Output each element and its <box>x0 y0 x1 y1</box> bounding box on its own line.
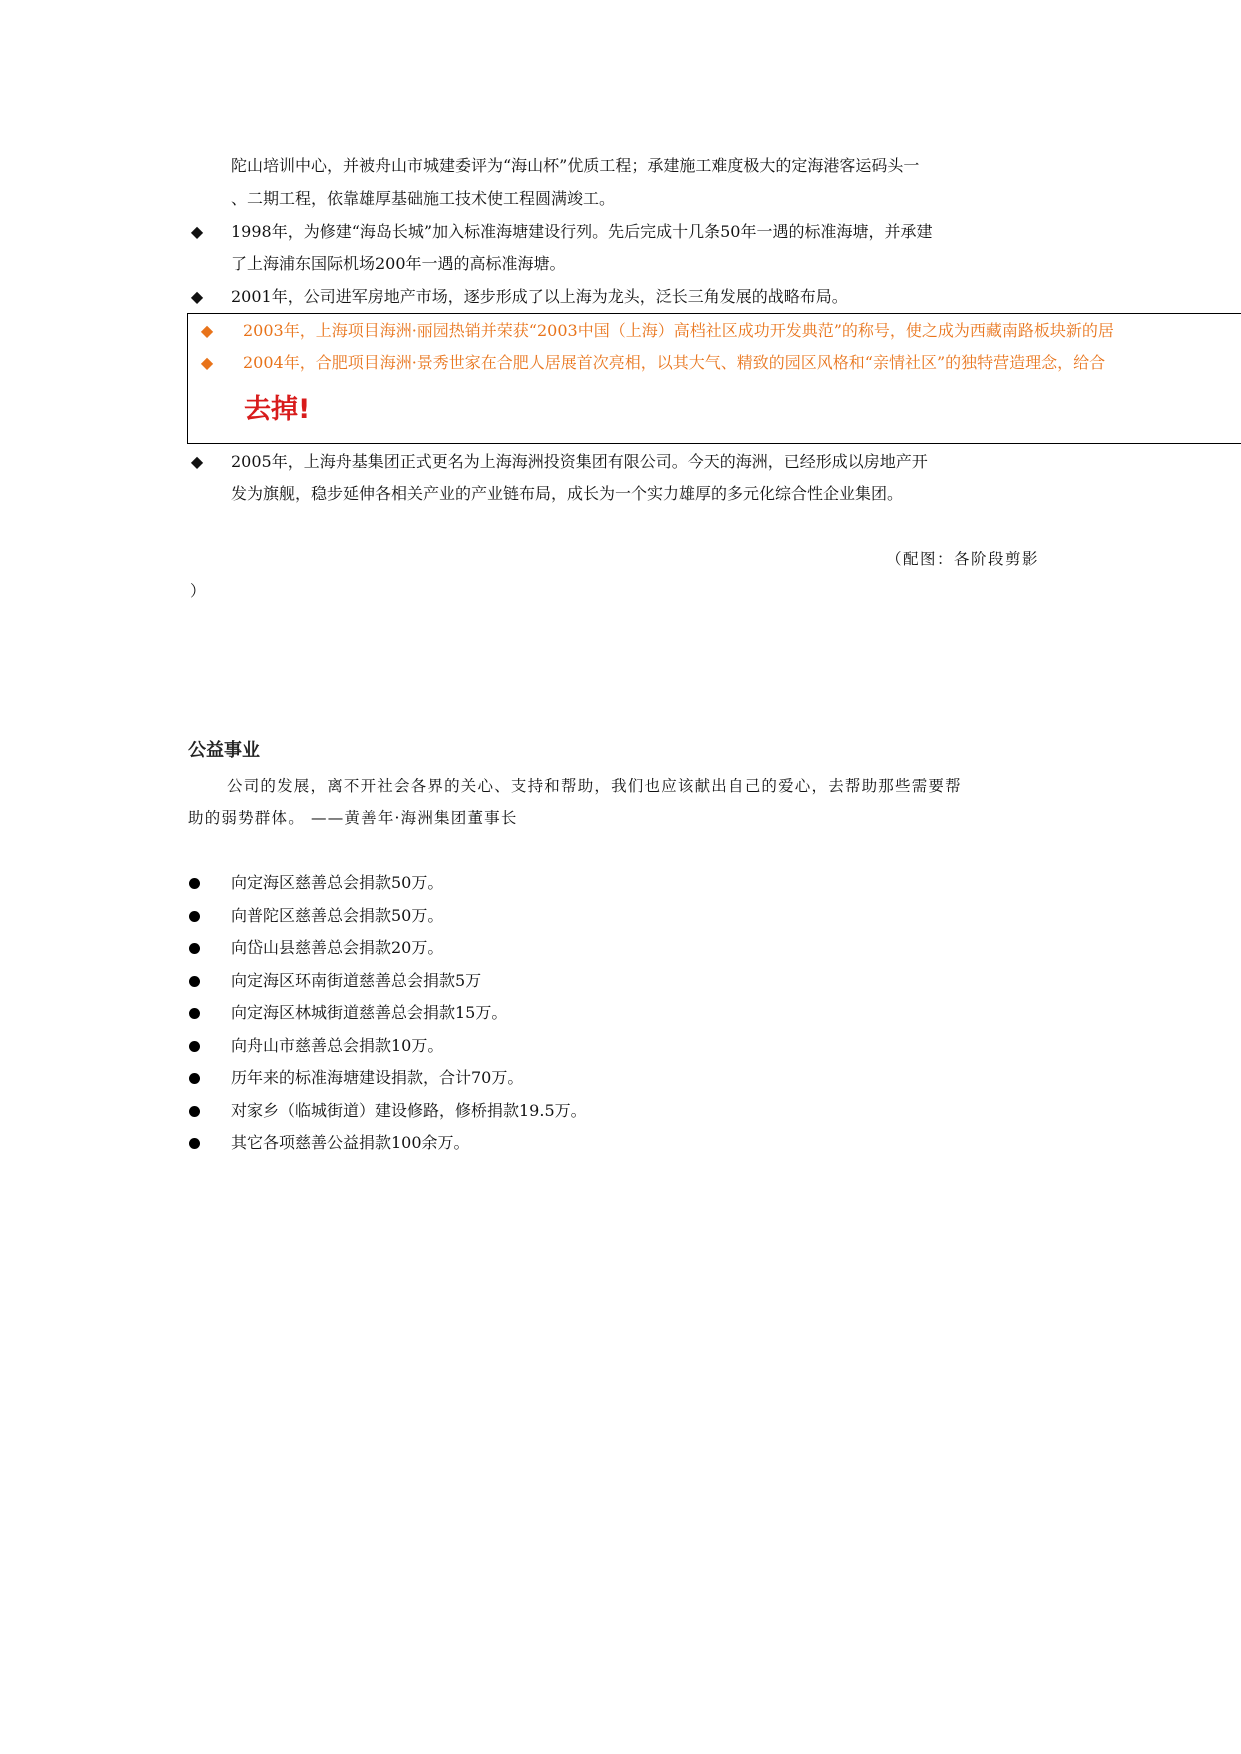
donation-item: 向普陀区慈善总会捐款50万。 <box>231 906 444 925</box>
diamond-bullet-icon: ◆ <box>190 287 204 306</box>
section-title: 公益事业 <box>188 740 260 761</box>
image-caption-close: ） <box>190 582 208 600</box>
donation-item: 对家乡（临城街道）建设修路，修桥捐款19.5万。 <box>231 1101 587 1120</box>
orange-diamond-bullet-icon: ◆ <box>200 321 214 340</box>
diamond-bullet-icon: ◆ <box>190 222 204 241</box>
round-bullet-icon <box>189 911 200 922</box>
chairman-quote-line: 助的弱势群体。 ——黄善年·海洲集团董事长 <box>188 809 518 827</box>
round-bullet-icon <box>189 878 200 889</box>
donation-item: 其它各项慈善公益捐款100余万。 <box>231 1133 470 1152</box>
diamond-bullet-icon: ◆ <box>190 452 204 471</box>
donation-item: 历年来的标准海塘建设捐款，合计70万。 <box>231 1068 524 1087</box>
round-bullet-icon <box>189 1041 200 1052</box>
round-bullet-icon <box>189 1138 200 1149</box>
history-item-line: 1998年，为修建“海岛长城”加入标准海塘建设行列。先后完成十几条50年一遇的标准海塘，并承建 <box>231 222 933 241</box>
history-continued-line: 、二期工程，依靠雄厚基础施工技术使工程圆满竣工。 <box>231 189 616 208</box>
image-caption: （配图：各阶段剪影 <box>886 550 1040 568</box>
donation-item: 向岱山县慈善总会捐款20万。 <box>231 938 444 957</box>
round-bullet-icon <box>189 1106 200 1117</box>
history-item-line: 发为旗舰，稳步延伸各相关产业的产业链布局，成长为一个实力雄厚的多元化综合性企业集团。 <box>231 484 904 503</box>
round-bullet-icon <box>189 943 200 954</box>
chairman-quote-line: 公司的发展，离不开社会各界的关心、支持和帮助，我们也应该献出自己的爱心，去帮助那些需要帮 <box>227 777 962 795</box>
donation-item: 向定海区林城街道慈善总会捐款15万。 <box>231 1003 508 1022</box>
history-continued-line: 陀山培训中心，并被舟山市城建委评为“海山杯”优质工程；承建施工难度极大的定海港客运码头一 <box>231 156 920 175</box>
donation-item: 向舟山市慈善总会捐款10万。 <box>231 1036 444 1055</box>
orange-diamond-bullet-icon: ◆ <box>200 353 214 372</box>
round-bullet-icon <box>189 976 200 987</box>
donation-item: 向定海区慈善总会捐款50万。 <box>231 873 444 892</box>
highlighted-history-item: 2003年，上海项目海洲·丽园热销并荣获“2003中国（上海）高档社区成功开发典范”的称号，使之成为西藏南路板块新的居 <box>243 321 1114 340</box>
highlighted-history-item: 2004年，合肥项目海洲·景秀世家在合肥人居展首次亮相，以其大气、精致的园区风格和“亲情社区”的独特营造理念，给合 <box>243 353 1106 372</box>
round-bullet-icon <box>189 1073 200 1084</box>
history-item-line: 2005年，上海舟基集团正式更名为上海海洲投资集团有限公司。今天的海洲，已经形成以房地产开 <box>231 452 928 471</box>
history-item-line: 2001年，公司进军房地产市场，逐步形成了以上海为龙头，泛长三角发展的战略布局。 <box>231 287 848 306</box>
donation-item: 向定海区环南街道慈善总会捐款5万 <box>231 971 482 990</box>
remove-annotation: 去掉! <box>244 394 311 425</box>
history-item-line: 了上海浦东国际机场200年一遇的高标准海塘。 <box>231 254 566 273</box>
round-bullet-icon <box>189 1008 200 1019</box>
